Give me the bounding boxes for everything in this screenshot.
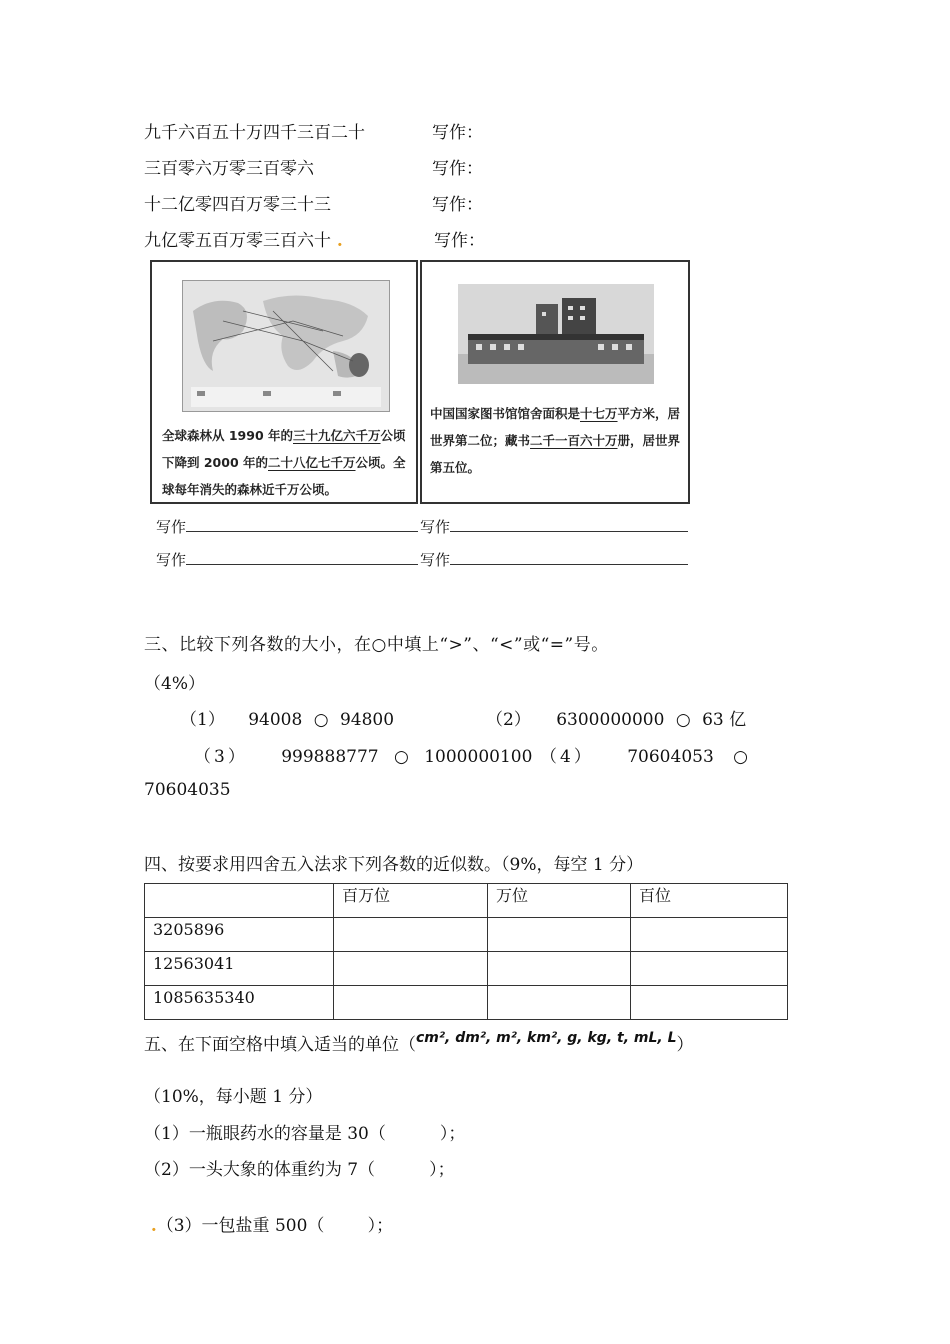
answer-cell[interactable] — [631, 918, 788, 952]
library-panel — [420, 260, 690, 504]
table-row-number: 12563041 — [145, 952, 334, 986]
compare-circle[interactable]: ○ — [393, 747, 409, 767]
section3-score: （4%） — [144, 674, 205, 694]
write-item-1: 九千六百五十万四千三百二十 — [144, 123, 365, 143]
table-row — [145, 986, 788, 1020]
rounding-table — [144, 883, 788, 1020]
compare-item-2: （2） 6300000000 ○ 63 亿 — [486, 710, 747, 730]
unit-question-3-row: .（3）一包盐重 500（ ）； — [150, 1216, 394, 1236]
table-header-cell: 万位 — [488, 884, 631, 918]
marker-dot: . — [150, 1216, 157, 1236]
write-label-4: 写作： — [434, 231, 485, 251]
answer-cell[interactable] — [334, 918, 488, 952]
section3-title: 三、比较下列各数的大小，在○中填上“>”、“<”或“=”号。 — [144, 635, 609, 655]
section4-title: 四、按要求用四舍五入法求下列各数的近似数。（9%，每空 1 分） — [144, 855, 644, 875]
table-header-cell: 百位 — [631, 884, 788, 918]
compare-circle[interactable]: ○ — [313, 710, 329, 730]
compare-item-3: （3） 999888777 ○ 1000000100 — [194, 747, 533, 767]
answer-cell[interactable] — [631, 986, 788, 1020]
compare-item-1: （1） 94008 ○ 94800 — [180, 710, 395, 730]
table-row — [145, 952, 788, 986]
compare-item-4-tail: 70604035 — [144, 780, 231, 800]
library-caption: 中国国家图书馆馆舍面积是十七万平方米，居世界第二位；藏书二千一百六十万册，居世界第五位。 — [430, 406, 681, 475]
unit-question-1: （1）一瓶眼药水的容量是 30（ ）； — [144, 1124, 466, 1144]
write-line-1: 写作 — [156, 516, 418, 537]
forest-caption: 全球森林从 1990 年的三十九亿六千万公顷下降到 2000 年的二十八亿七千万公顷。全球每年消失的森林近千万公顷。 — [162, 428, 406, 497]
write-item-3: 十二亿零四百万零三十三 — [144, 195, 331, 215]
answer-cell[interactable] — [488, 918, 631, 952]
write-line-2: 写作 — [420, 516, 688, 537]
world-map-image — [182, 280, 390, 412]
answer-line[interactable] — [450, 550, 688, 565]
library-building-icon — [458, 284, 654, 384]
write-label-2: 写作： — [432, 159, 483, 179]
table-row — [145, 918, 788, 952]
section5-title: 五、在下面空格中填入适当的单位（$^{cm^2, dm^2, m^2, km^2, g, kg, t, mL, L}$） — [144, 1030, 694, 1055]
forest-panel — [150, 260, 418, 504]
answer-cell[interactable] — [631, 952, 788, 986]
section5-score: （10%，每小题 1 分） — [144, 1087, 323, 1107]
unit-list: cm², dm², m², km², g, kg, t, mL, L — [416, 1030, 677, 1046]
write-item-4: 九亿零五百万零三百六十 . — [144, 231, 343, 251]
write-line-4: 写作 — [420, 549, 688, 570]
write-item-2: 三百零六万零三百零六 — [144, 159, 314, 179]
write-label-3: 写作： — [432, 195, 483, 215]
table-row-number: 3205896 — [145, 918, 334, 952]
library-image — [458, 284, 654, 384]
unit-question-2: （2）一头大象的体重约为 7（ ）； — [144, 1160, 455, 1180]
write-line-3: 写作 — [156, 549, 418, 570]
answer-cell[interactable] — [488, 986, 631, 1020]
table-header-cell: 百万位 — [334, 884, 488, 918]
world-map-icon — [183, 281, 389, 411]
marker-dot: . — [331, 231, 343, 251]
answer-line[interactable] — [450, 517, 688, 532]
answer-cell[interactable] — [488, 952, 631, 986]
write-label-1: 写作： — [432, 123, 483, 143]
answer-line[interactable] — [186, 550, 418, 565]
table-header-cell — [145, 884, 334, 918]
answer-cell[interactable] — [334, 986, 488, 1020]
answer-line[interactable] — [186, 517, 418, 532]
compare-circle[interactable]: ○ — [733, 747, 749, 767]
table-row-number: 1085635340 — [145, 986, 334, 1020]
answer-cell[interactable] — [334, 952, 488, 986]
compare-circle[interactable]: ○ — [675, 710, 691, 730]
compare-item-4-head: （4） 70604053 ○ — [540, 747, 749, 767]
table-header-row — [145, 884, 788, 918]
